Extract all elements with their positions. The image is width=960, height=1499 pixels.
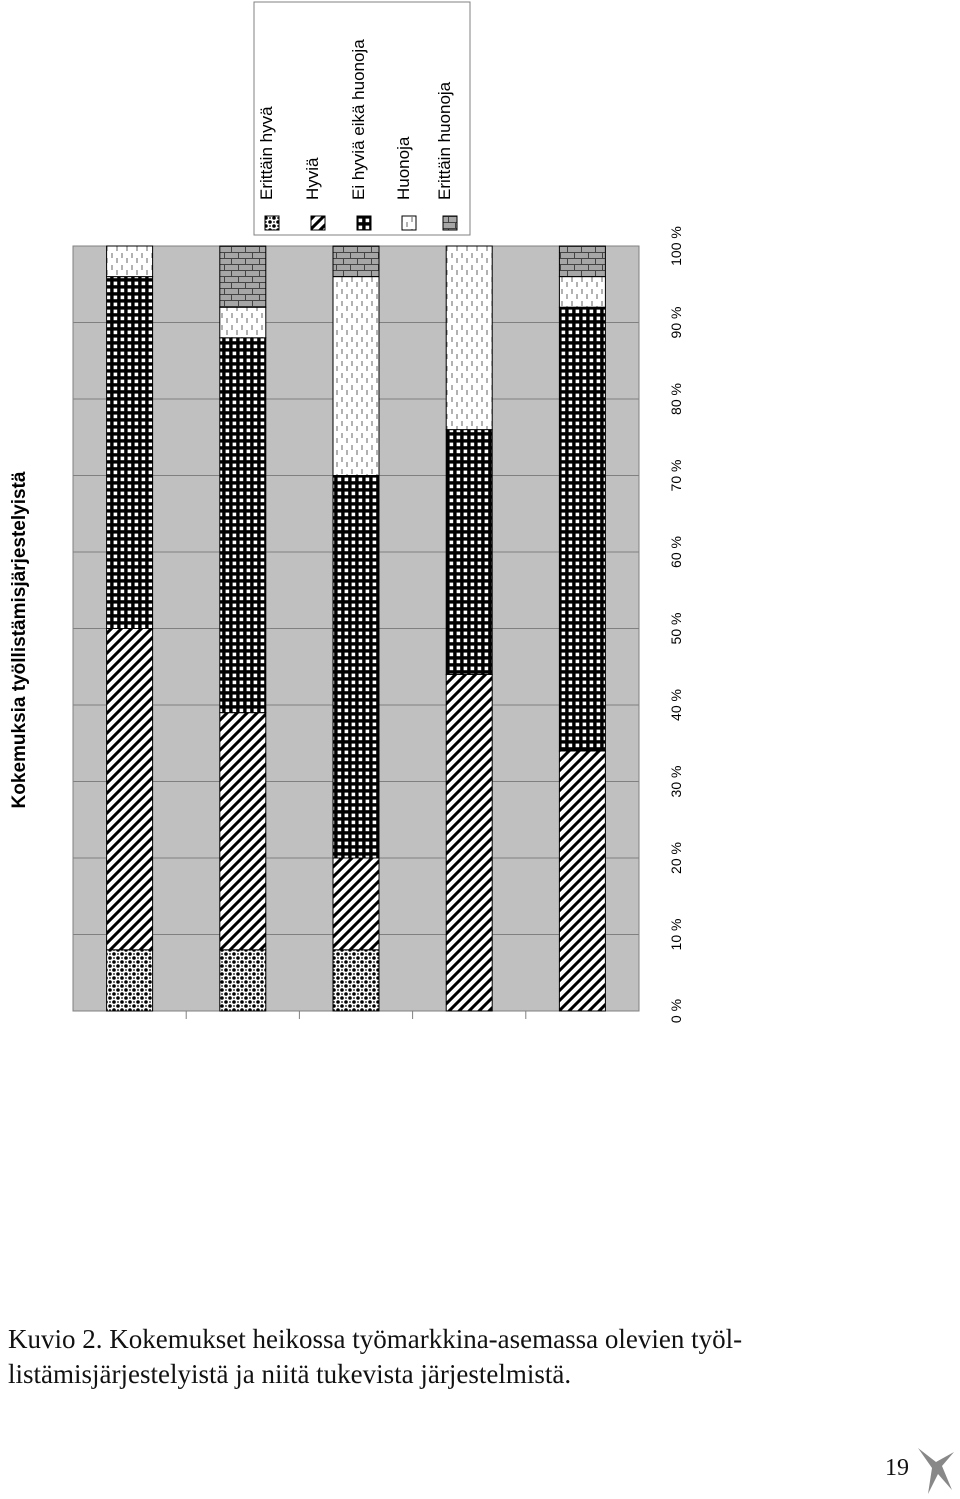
legend-swatch-huonoja — [402, 216, 416, 230]
x-tick-label: 20 % — [668, 842, 684, 874]
legend-label-hyvia: Hyviä — [303, 157, 322, 200]
legend-swatch-ei-hyvia-eika-huonoja — [357, 216, 371, 230]
bar-segment-ei-hyvia-eika-huonoja — [333, 476, 379, 859]
bar-segment-huonoja — [107, 246, 153, 277]
bar-segment-erittain-hyva — [333, 950, 379, 1011]
bar-segment-ei-hyvia-eika-huonoja — [446, 430, 492, 675]
bar-segment-huonoja — [220, 307, 266, 338]
bar-segment-hyvia — [333, 858, 379, 950]
x-tick-label: 100 % — [668, 226, 684, 266]
bar-segment-hyvia — [559, 751, 605, 1011]
bar-segment-huonoja — [333, 277, 379, 476]
caption-line-1: Kuvio 2. Kokemukset heikossa työmarkkina-asemassa olevien työl- — [8, 1324, 743, 1354]
x-tick-label: 40 % — [668, 689, 684, 721]
bar-segment-erittain-hyva — [220, 950, 266, 1011]
legend-label-erittain-hyva: Erittäin hyvä — [257, 106, 276, 200]
legend-label-ei-hyvia-eika-huonoja: Ei hyviä eikä huonoja — [349, 39, 368, 200]
legend-swatch-erittain-huonoja — [443, 216, 457, 230]
bar-segment-huonoja — [446, 246, 492, 430]
bar-segment-ei-hyvia-eika-huonoja — [107, 277, 153, 629]
legend-swatch-hyvia — [311, 216, 325, 230]
legend-label-erittain-huonoja: Erittäin huonoja — [435, 81, 454, 200]
x-tick-label: 90 % — [668, 306, 684, 339]
caption-line-2: listämisjärjestelyistä ja niitä tukevista järjestelmistä. — [8, 1359, 572, 1389]
chart-title: Kokemuksia työllistämisjärjestelyistä — [9, 471, 30, 809]
page-number: 19 — [885, 1455, 909, 1481]
legend-label-huonoja: Huonoja — [394, 136, 413, 200]
x-tick-label: 60 % — [668, 536, 684, 568]
bar-segment-erittain-huonoja — [220, 246, 266, 307]
bar-segment-erittain-hyva — [107, 950, 153, 1011]
x-tick-label: 50 % — [668, 612, 684, 645]
bar-segment-hyvia — [220, 713, 266, 950]
x-tick-label: 0 % — [668, 998, 684, 1024]
x-tick-label: 30 % — [668, 765, 684, 798]
bar-segment-hyvia — [446, 674, 492, 1011]
bar-segment-huonoja — [559, 277, 605, 308]
x-tick-label: 10 % — [668, 918, 684, 951]
legend-swatch-erittain-hyva — [265, 216, 279, 230]
publisher-logo-icon — [914, 1446, 956, 1496]
x-tick-label: 70 % — [668, 459, 684, 492]
x-tick-labels — [668, 226, 684, 1023]
bar-segment-erittain-huonoja — [559, 246, 605, 277]
bar-segment-erittain-huonoja — [333, 246, 379, 277]
bar-segment-ei-hyvia-eika-huonoja — [559, 307, 605, 751]
figure-caption — [8, 1322, 948, 1392]
bar-segment-ei-hyvia-eika-huonoja — [220, 338, 266, 713]
x-tick-label: 80 % — [668, 383, 684, 415]
bar-segment-hyvia — [107, 629, 153, 950]
legend — [254, 2, 470, 235]
